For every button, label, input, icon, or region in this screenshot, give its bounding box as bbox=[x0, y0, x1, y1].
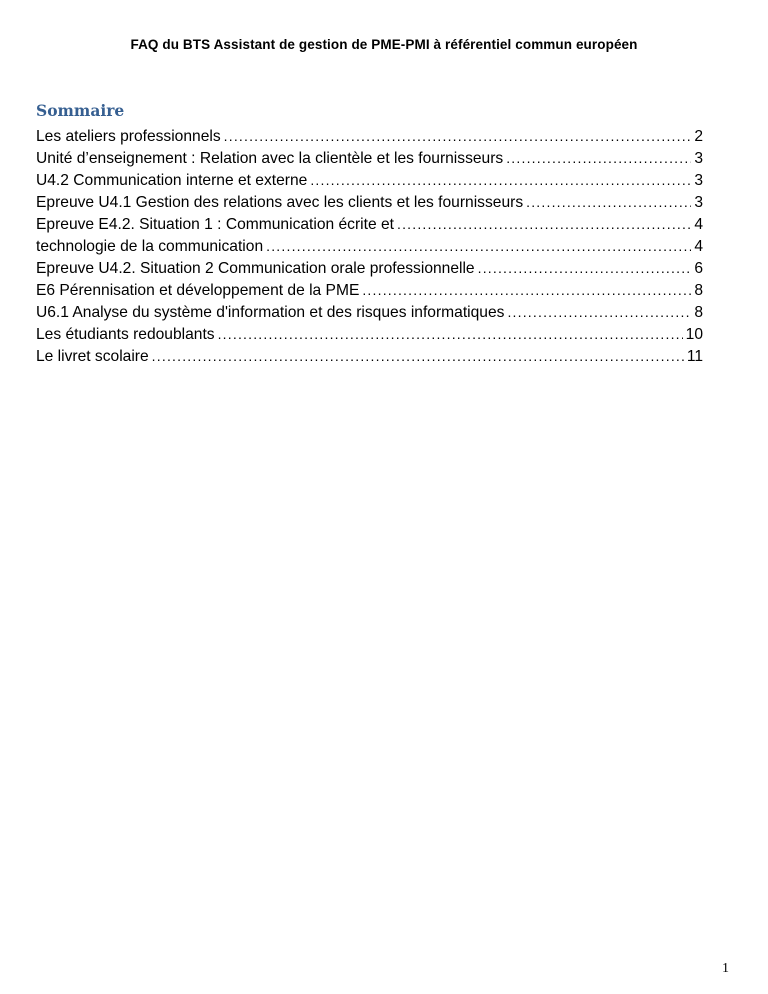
toc-leader-dots bbox=[224, 125, 692, 147]
toc-leader-dots bbox=[478, 257, 692, 279]
toc-entry[interactable] bbox=[36, 301, 703, 323]
page-number: 1 bbox=[722, 961, 729, 976]
toc-leader-dots bbox=[397, 213, 691, 235]
document-header: FAQ du BTS Assistant de gestion de PME-PMI à référentiel commun européen bbox=[130, 37, 638, 52]
toc-entry-text: Les ateliers professionnels bbox=[36, 128, 221, 145]
toc-entry-page: 8 bbox=[694, 304, 703, 321]
toc-entry-page: 3 bbox=[694, 150, 703, 167]
toc-leader-dots bbox=[266, 235, 691, 257]
toc-entry-page: 2 bbox=[694, 128, 703, 145]
table-of-contents bbox=[36, 125, 703, 367]
toc-leader-dots bbox=[507, 301, 691, 323]
toc-entry[interactable] bbox=[36, 279, 703, 301]
toc-entry[interactable] bbox=[36, 125, 703, 147]
toc-leader-dots bbox=[310, 169, 691, 191]
toc-entry-page: 8 bbox=[694, 282, 703, 299]
toc-leader-dots bbox=[506, 147, 691, 169]
toc-entry-page: 4 bbox=[694, 216, 703, 233]
toc-heading: Sommaire bbox=[36, 101, 125, 120]
toc-entry-text: Epreuve E4.2. Situation 1 : Communication écrite et bbox=[36, 216, 394, 233]
toc-entry-page: 3 bbox=[694, 172, 703, 189]
toc-entry-text: U4.2 Communication interne et externe bbox=[36, 172, 308, 189]
toc-leader-dots bbox=[362, 279, 691, 301]
toc-entry-text: Le livret scolaire bbox=[36, 348, 149, 365]
toc-entry-page: 3 bbox=[694, 194, 703, 211]
toc-entry-page: 11 bbox=[686, 348, 703, 365]
toc-entry-text: Epreuve U4.2. Situation 2 Communication orale professionnelle bbox=[36, 260, 475, 277]
toc-entry[interactable] bbox=[36, 235, 703, 257]
toc-entry-page: 10 bbox=[685, 326, 703, 343]
toc-leader-dots bbox=[218, 323, 683, 345]
toc-entry[interactable] bbox=[36, 169, 703, 191]
toc-entry-page: 6 bbox=[694, 260, 703, 277]
toc-entry-page: 4 bbox=[694, 238, 703, 255]
toc-entry-text: Les étudiants redoublants bbox=[36, 326, 215, 343]
toc-leader-dots bbox=[152, 345, 684, 367]
toc-entry-text: E6 Pérennisation et développement de la PME bbox=[36, 282, 360, 299]
toc-entry-text: Epreuve U4.1 Gestion des relations avec les clients et les fournisseurs bbox=[36, 194, 524, 211]
toc-entry[interactable] bbox=[36, 191, 703, 213]
toc-entry[interactable] bbox=[36, 213, 703, 235]
toc-entry[interactable] bbox=[36, 345, 703, 367]
toc-entry-text: technologie de la communication bbox=[36, 238, 264, 255]
toc-entry-text: U6.1 Analyse du système d'information et des risques informatiques bbox=[36, 304, 505, 321]
toc-entry[interactable] bbox=[36, 257, 703, 279]
toc-entry-text: Unité d’enseignement : Relation avec la clientèle et les fournisseurs bbox=[36, 150, 504, 167]
toc-entry[interactable] bbox=[36, 323, 703, 345]
toc-entry[interactable] bbox=[36, 147, 703, 169]
toc-leader-dots bbox=[526, 191, 691, 213]
